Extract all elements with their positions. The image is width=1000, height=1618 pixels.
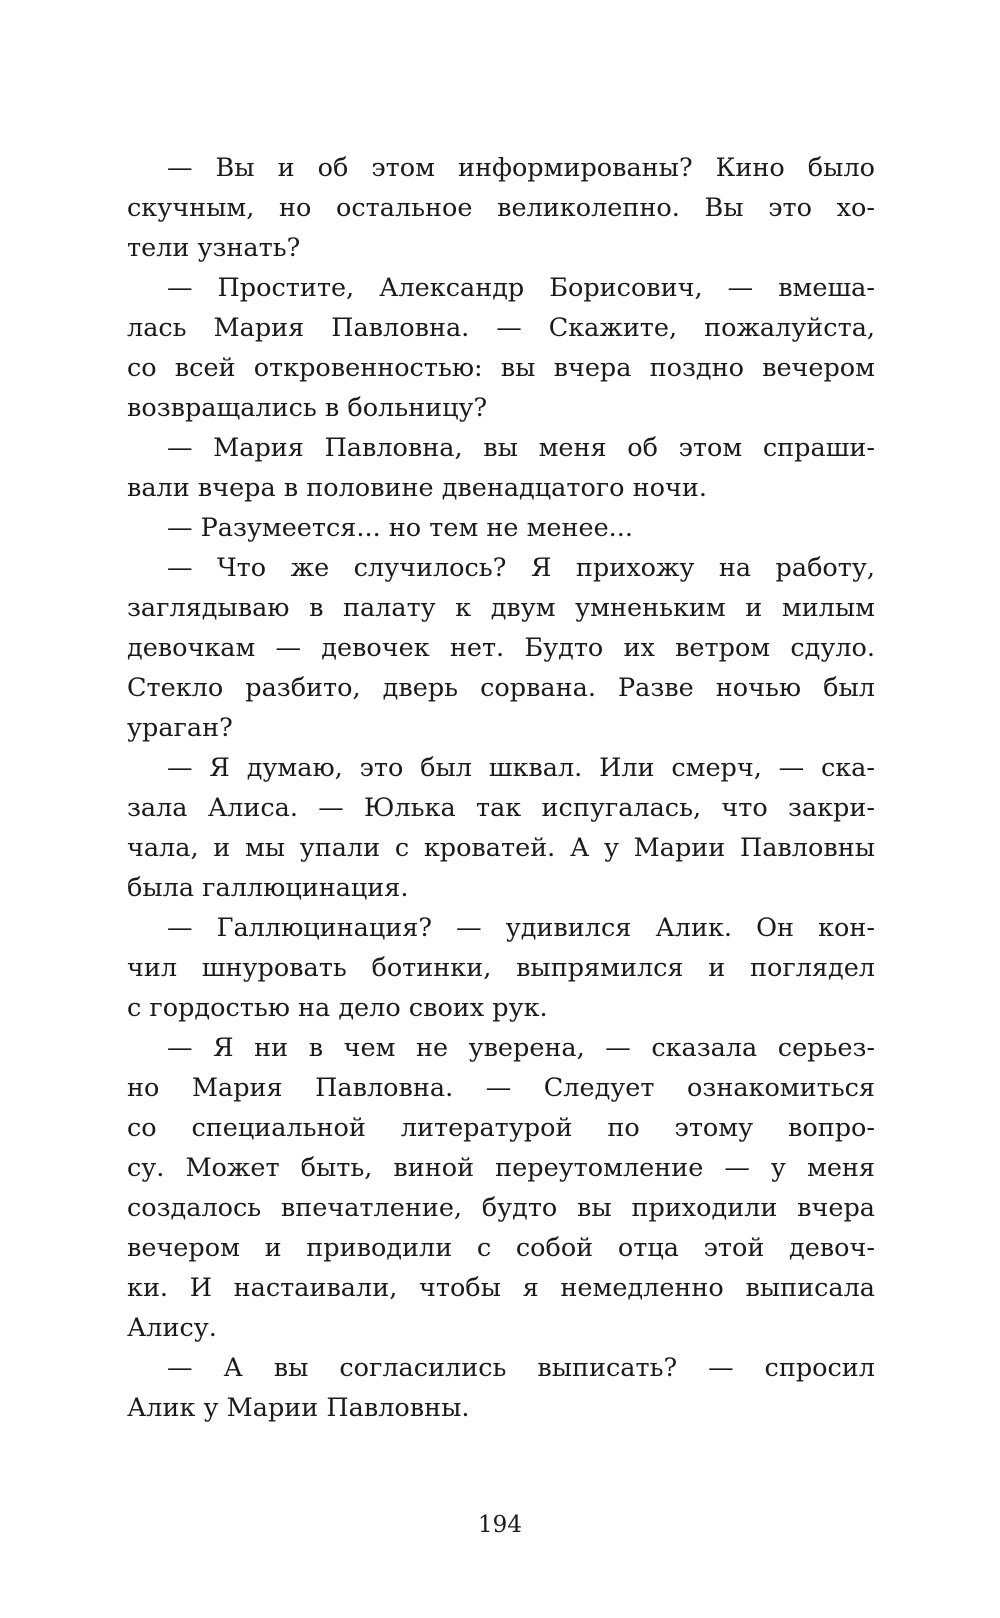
text-line: — Простите, Александр Борисович, — вмеша-: [167, 273, 875, 303]
text-line: — А вы согласились выписать? — спросил: [167, 1353, 875, 1383]
text-line: но Мария Павловна. — Следует ознакомиться: [127, 1073, 875, 1103]
text-line: зала Алиса. — Юлька так испугалась, что закри-: [127, 793, 875, 823]
text-line: — Я ни в чем не уверена, — сказала серьез-: [167, 1033, 875, 1063]
page-number: 194: [478, 1512, 522, 1538]
body-text: [127, 148, 875, 1428]
text-line: ураган?: [127, 713, 233, 743]
text-line: лась Мария Павловна. — Скажите, пожалуйста,: [127, 313, 875, 343]
text-line: девочкам — девочек нет. Будто их ветром сдуло.: [127, 633, 875, 663]
text-line: Алису.: [127, 1313, 217, 1343]
text-line: создалось впечатление, будто вы приходили вчера: [127, 1193, 875, 1223]
text-line: вали вчера в половине двенадцатого ночи.: [127, 473, 707, 503]
text-line: со специальной литературой по этому вопро-: [127, 1113, 875, 1143]
text-line: ки. И настаивали, чтобы я немедленно выписала: [127, 1273, 875, 1303]
text-line: чил шнуровать ботинки, выпрямился и поглядел: [127, 953, 875, 983]
text-line: — Галлюцинация? — удивился Алик. Он кон-: [167, 913, 875, 943]
text-line: заглядываю в палату к двум умненьким и милым: [127, 593, 875, 623]
text-line: была галлюцинация.: [127, 873, 409, 903]
text-line: со всей откровенностью: вы вчера поздно вечером: [127, 353, 875, 383]
text-line: Алик у Марии Павловны.: [127, 1393, 470, 1423]
text-line: — Мария Павловна, вы меня об этом спраши-: [167, 433, 875, 463]
text-line: возвращались в больницу?: [127, 393, 488, 423]
text-line: тели узнать?: [127, 233, 301, 263]
text-line: — Вы и об этом информированы? Кино было: [167, 153, 875, 183]
text-line: вечером и приводили с собой отца этой девоч-: [127, 1233, 875, 1263]
text-line: су. Может быть, виной переутомление — у меня: [127, 1153, 875, 1183]
text-line: с гордостью на дело своих рук.: [127, 993, 548, 1023]
text-line: Стекло разбито, дверь сорвана. Разве ночью был: [127, 673, 875, 703]
text-line: — Я думаю, это был шквал. Или смерч, — ска-: [167, 753, 875, 783]
text-line: — Что же случилось? Я прихожу на работу,: [167, 553, 875, 583]
text-line: — Разумеется... но тем не менее...: [167, 513, 633, 543]
text-line: скучным, но остальное великолепно. Вы это хо-: [127, 193, 875, 223]
text-line: чала, и мы упали с кроватей. А у Марии Павловны: [127, 833, 875, 863]
